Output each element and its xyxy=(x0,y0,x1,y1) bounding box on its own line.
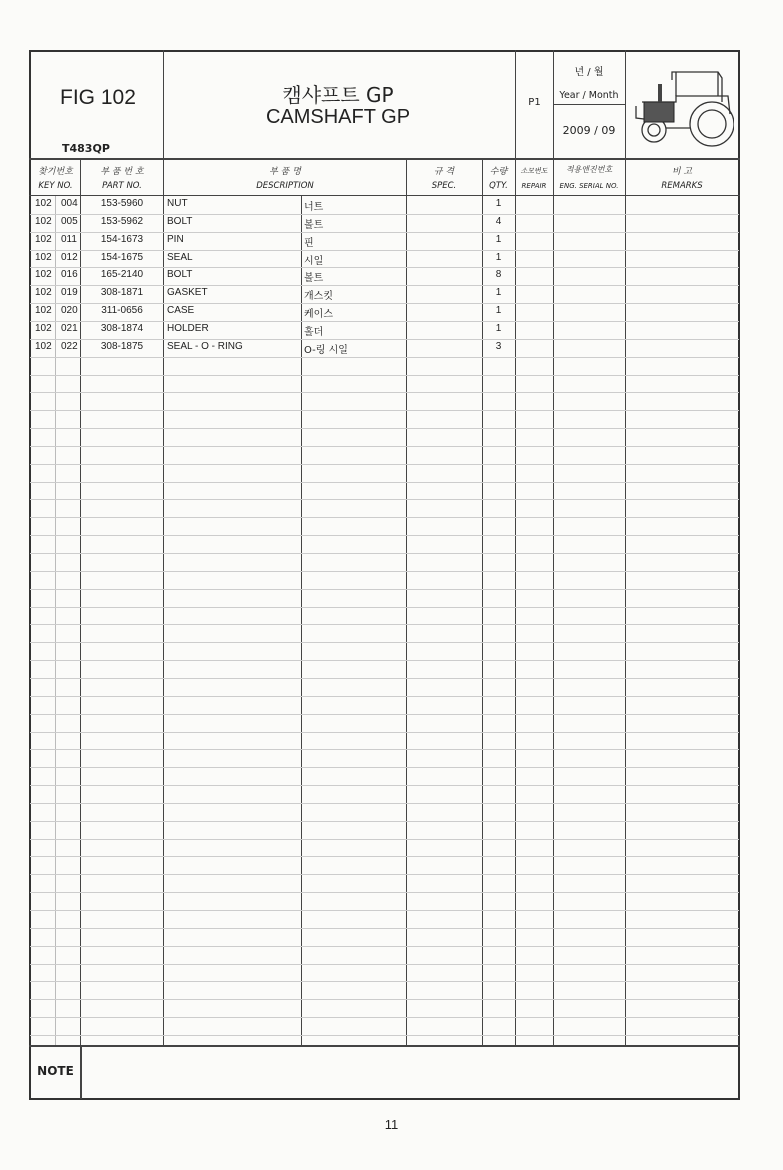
fig-number: FIG 102 xyxy=(60,86,136,109)
row-line xyxy=(30,267,739,268)
row-line xyxy=(30,678,739,679)
description-en: GASKET xyxy=(167,287,208,299)
date-label-ko: 년 / 월 xyxy=(574,67,604,78)
key-header-en: KEY NO. xyxy=(38,181,73,191)
key-number: 102 xyxy=(35,233,52,245)
desc-header-en: DESCRIPTION xyxy=(256,181,314,191)
part-number: 154-1673 xyxy=(100,233,144,245)
row-line xyxy=(30,571,739,572)
date-label-en: Year / Month xyxy=(559,90,619,101)
row-line xyxy=(30,517,739,518)
row-line xyxy=(30,499,739,500)
serial-header-en: ENG. SERIAL NO. xyxy=(559,182,619,190)
quantity: 3 xyxy=(495,340,502,352)
quantity: 1 xyxy=(495,287,502,299)
row-line xyxy=(30,821,739,822)
description-ko: 핀 xyxy=(304,237,314,249)
row-line xyxy=(30,749,739,750)
description-en: BOLT xyxy=(167,269,193,281)
row-line xyxy=(30,392,739,393)
row-line xyxy=(30,589,739,590)
quantity: 1 xyxy=(495,198,502,209)
row-line xyxy=(30,446,739,447)
col-divider xyxy=(625,50,626,1045)
row-line xyxy=(30,767,739,768)
row-line xyxy=(30,464,739,465)
row-line xyxy=(30,214,739,215)
col-divider xyxy=(163,50,164,1045)
col-divider xyxy=(515,50,516,1045)
key-number: 102 xyxy=(35,251,52,263)
row-line xyxy=(30,1017,739,1018)
description-ko: O-링 시일 xyxy=(304,344,348,356)
description-ko: 너트 xyxy=(304,202,324,213)
row-line xyxy=(30,856,739,857)
part-number: 308-1874 xyxy=(100,322,144,334)
key-number: 102 xyxy=(35,269,52,281)
row-line xyxy=(30,553,739,554)
key-number: 102 xyxy=(35,198,52,209)
remarks-header-en: REMARKS xyxy=(661,181,703,191)
col-divider xyxy=(553,50,554,1045)
quantity: 1 xyxy=(495,322,502,334)
part-number: 153-5960 xyxy=(100,198,144,209)
row-line xyxy=(30,928,739,929)
repair-header-en: REPAIR xyxy=(521,182,547,190)
description-ko: 개스킷 xyxy=(304,291,333,303)
quantity: 4 xyxy=(495,215,502,227)
note-label: NOTE xyxy=(37,1064,74,1078)
row-line xyxy=(30,892,739,893)
qty-header-ko: 수량 xyxy=(489,167,508,177)
header-divider xyxy=(29,158,740,160)
serial-header-ko: 적용엔진번호 xyxy=(565,165,613,174)
title-english: CAMSHAFT GP xyxy=(265,106,411,128)
row-line xyxy=(30,785,739,786)
key-number: 102 xyxy=(35,305,52,317)
part-number: 311-0656 xyxy=(101,305,143,317)
page-code: P1 xyxy=(528,97,541,108)
row-line xyxy=(30,1035,739,1036)
description-ko: 시일 xyxy=(304,255,324,267)
key-header-ko: 찾기번호 xyxy=(38,167,73,177)
desc-header-ko: 부 품 명 xyxy=(269,167,301,177)
model-code: T483QP xyxy=(62,142,110,155)
date-value: 2009 / 09 xyxy=(562,124,616,137)
quantity: 1 xyxy=(495,233,502,245)
quantity: 8 xyxy=(495,269,502,281)
col-divider xyxy=(55,196,56,1045)
row-line xyxy=(30,714,739,715)
key-subnumber: 022 xyxy=(61,340,78,352)
row-line xyxy=(30,981,739,982)
row-line xyxy=(30,642,739,643)
quantity: 1 xyxy=(495,305,502,317)
part-header-en: PART NO. xyxy=(102,181,142,191)
key-number: 102 xyxy=(35,215,52,227)
key-subnumber: 005 xyxy=(61,215,78,227)
col-divider xyxy=(80,159,81,1045)
row-line xyxy=(30,375,739,376)
key-subnumber: 011 xyxy=(61,233,77,245)
col-divider xyxy=(301,196,302,1045)
row-line xyxy=(30,803,739,804)
row-line xyxy=(30,999,739,1000)
part-number: 154-1675 xyxy=(100,251,144,263)
title-korean: 캠샤프트 GP xyxy=(282,83,394,107)
row-line xyxy=(30,357,739,358)
description-ko: 케이스 xyxy=(304,309,333,321)
row-line xyxy=(30,964,739,965)
row-line xyxy=(30,696,739,697)
spec-header-ko: 규 격 xyxy=(433,167,455,177)
col-divider xyxy=(406,159,407,1045)
description-en: SEAL xyxy=(167,251,193,263)
row-line xyxy=(30,946,739,947)
part-number: 153-5962 xyxy=(100,215,144,227)
part-number: 308-1871 xyxy=(100,287,144,299)
row-line xyxy=(30,732,739,733)
row-line xyxy=(30,410,739,411)
row-line xyxy=(30,303,739,304)
quantity: 1 xyxy=(495,251,502,263)
description-en: HOLDER xyxy=(167,322,209,334)
description-en: CASE xyxy=(167,305,195,317)
header-divider xyxy=(29,195,740,196)
repair-header-ko: 소모번도 xyxy=(520,167,548,175)
description-ko: 볼트 xyxy=(304,273,324,285)
part-number: 165-2140 xyxy=(100,269,144,281)
key-subnumber: 012 xyxy=(61,251,78,263)
row-line xyxy=(30,910,739,911)
row-line xyxy=(30,285,739,286)
key-subnumber: 004 xyxy=(61,198,78,209)
key-subnumber: 019 xyxy=(61,287,78,299)
key-number: 102 xyxy=(35,340,52,352)
description-en: PIN xyxy=(167,233,184,245)
row-line xyxy=(30,321,739,322)
row-line xyxy=(30,535,739,536)
row-line xyxy=(30,428,739,429)
qty-header-en: QTY. xyxy=(489,181,508,191)
note-divider xyxy=(29,1045,740,1047)
key-number: 102 xyxy=(35,322,52,334)
part-header-ko: 부 품 번 호 xyxy=(100,167,144,177)
row-line xyxy=(30,607,739,608)
row-line xyxy=(30,660,739,661)
key-subnumber: 021 xyxy=(61,322,78,334)
description-en: BOLT xyxy=(167,215,193,227)
spec-header-en: SPEC. xyxy=(431,181,457,191)
row-line xyxy=(30,874,739,875)
description-ko: 홀더 xyxy=(304,326,324,338)
description-ko: 볼트 xyxy=(304,219,324,231)
key-number: 102 xyxy=(35,287,52,299)
row-line xyxy=(30,482,739,483)
remarks-header-ko: 비 고 xyxy=(671,167,693,177)
row-line xyxy=(30,839,739,840)
page-number: 11 xyxy=(384,1117,399,1132)
key-subnumber: 016 xyxy=(61,269,78,281)
description-en: SEAL - O - RING xyxy=(167,340,243,352)
date-divider xyxy=(553,104,625,105)
part-number: 308-1875 xyxy=(100,340,144,352)
description-en: NUT xyxy=(167,198,188,209)
key-subnumber: 020 xyxy=(61,305,78,317)
row-line xyxy=(30,624,739,625)
tractor-icon xyxy=(632,62,734,152)
